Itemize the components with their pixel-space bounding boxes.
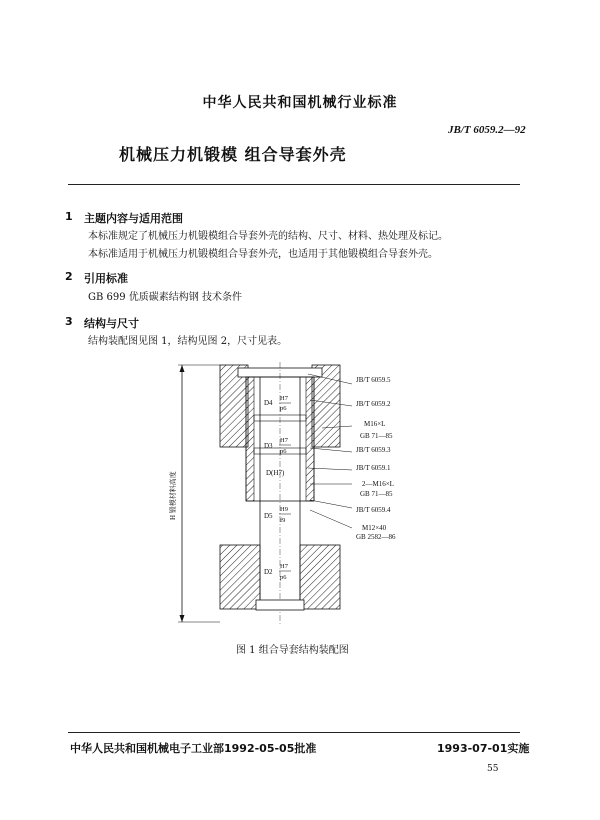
callout-4: JB/T 6059.3 (356, 446, 391, 454)
approval-statement: 中华人民共和国机械电子工业部1992-05-05批准 (70, 742, 317, 755)
fit-symbols (264, 395, 291, 581)
fit-d5-num: H9 (280, 506, 288, 513)
fit-d4-num: H7 (280, 395, 288, 402)
callout-6-line-2: GB 71—85 (360, 490, 393, 498)
fit-d2-den: p6 (280, 574, 287, 581)
fit-d5-symbol: D5 (264, 512, 273, 520)
height-dimension (168, 365, 220, 622)
callout-3-line-2: GB 71—85 (360, 432, 393, 440)
callout-8-line-1: M12×40 (362, 524, 387, 532)
header-divider (68, 184, 520, 185)
figure-caption: 图 1 组合导套结构装配图 (236, 645, 349, 656)
page-number: 55 (487, 764, 499, 774)
callout-6-line-1: 2—M16×L (362, 480, 394, 488)
fit-d3-symbol: D3 (264, 442, 273, 450)
section-1-heading: 主题内容与适用范围 (84, 212, 183, 225)
height-dimension-label: H 锻模材料高度 (169, 471, 177, 520)
section-1-line-1: 本标准规定了机械压力机锻模组合导套外壳的结构、尺寸、材料、热处理及标记。 (88, 231, 448, 242)
callout-3-line-1: M16×L (364, 420, 386, 428)
section-3-number: 3 (65, 315, 73, 328)
section-3-line-1: 结构装配图见图 1，结构见图 2，尺寸见表。 (88, 336, 288, 347)
standard-number: JB/T 6059.2—92 (448, 124, 526, 136)
callout-2: JB/T 6059.2 (356, 400, 391, 408)
fit-d3-num: H7 (280, 437, 288, 444)
section-1-line-2: 本标准适用于机械压力机锻模组合导套外壳，也适用于其他锻模组合导套外壳。 (88, 249, 438, 260)
section-2-line-1: GB 699 优质碳素结构钢 技术条件 (88, 292, 242, 303)
section-2-number: 2 (65, 270, 73, 283)
document-title: 机械压力机锻模 组合导套外壳 (119, 145, 347, 164)
callout-1: JB/T 6059.5 (356, 376, 391, 384)
fit-d2-symbol: D2 (264, 568, 273, 576)
fit-d4-den: p6 (280, 405, 287, 412)
standard-category-title: 中华人民共和国机械行业标准 (202, 95, 398, 111)
section-1-number: 1 (65, 210, 73, 223)
fit-d3-den: p6 (280, 448, 287, 455)
footer-divider (68, 732, 520, 733)
fit-d2-num: H7 (280, 563, 288, 570)
implementation-date: 1993-07-01实施 (437, 742, 530, 755)
callout-8-line-2: GB 2582—86 (356, 533, 396, 541)
section-2-heading: 引用标准 (84, 272, 128, 285)
fit-d4-symbol: D4 (264, 399, 273, 407)
fit-d5-den: f9 (280, 517, 286, 524)
section-3-heading: 结构与尺寸 (84, 317, 139, 330)
fit-d-symbol: D(H7) (266, 469, 285, 477)
callout-7: JB/T 6059.4 (356, 506, 391, 514)
callout-5: JB/T 6059.1 (356, 464, 391, 472)
